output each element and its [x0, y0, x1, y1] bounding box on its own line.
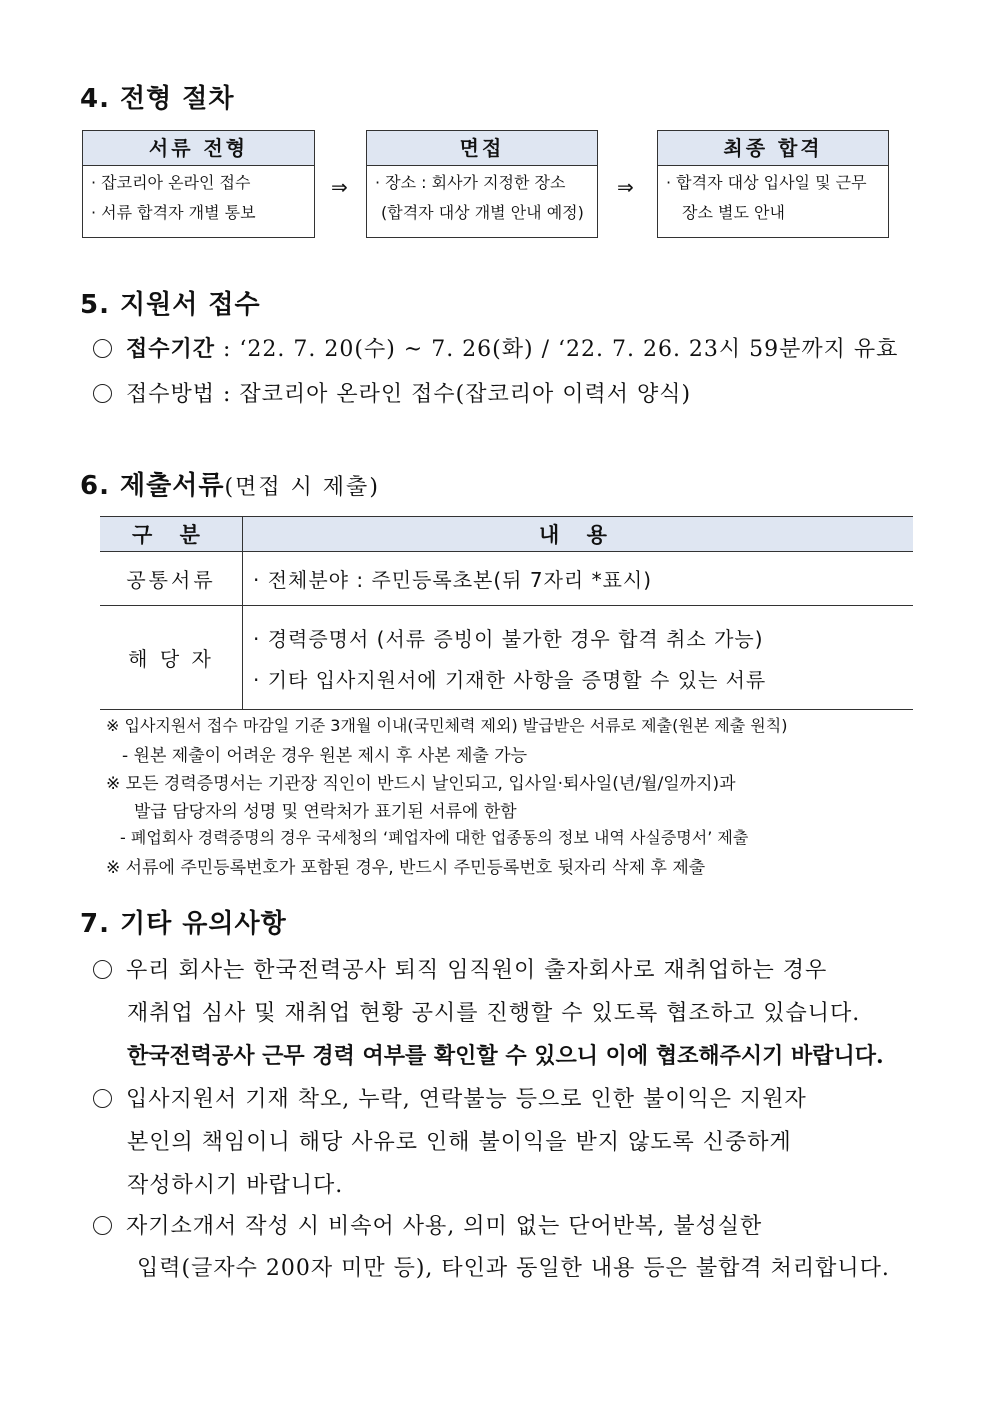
table-header: [100, 516, 913, 552]
process-step-document: [82, 130, 315, 238]
process-step-line: 장소 별도 안내: [682, 203, 785, 222]
process-step-line: · 합격자 대상 입사일 및 근무: [666, 173, 867, 192]
notice-line: 입력(글자수 200자 미만 등), 타인과 동일한 내용 등은 불합격 처리합니다.: [137, 1256, 890, 1281]
notice-line: 본인의 책임이니 해당 사유로 인해 불이익을 받지 않도록 신중하게: [127, 1130, 792, 1155]
notice-line: 자기소개서 작성 시 비속어 사용, 의미 없는 단어반복, 불성실한: [93, 1209, 762, 1240]
process-step-line: · 장소 : 회사가 지정한 장소: [375, 173, 566, 192]
process-step-title: 최종 합격: [658, 131, 888, 166]
circle-bullet-icon: [93, 384, 112, 403]
section-7-title: 7. 기타 유의사항: [80, 909, 287, 939]
header-category: 구 분: [100, 517, 243, 551]
circle-bullet-icon: [93, 960, 112, 979]
process-step-line: · 서류 합격자 개별 통보: [91, 203, 256, 222]
section-6-subtitle: (면접 시 제출): [224, 475, 380, 500]
row-item: · 전체분야 : 주민등록초본(뒤 7자리 *표시): [253, 568, 653, 592]
note-line: - 원본 제출이 어려운 경우 원본 제시 후 사본 제출 가능: [122, 746, 528, 766]
note-line: - 폐업회사 경력증명의 경우 국세청의 ‘폐업자에 대한 업종동의 정보 내역 사실증명서’ 제출: [120, 828, 749, 847]
note-line: ※ 입사지원서 접수 마감일 기준 3개월 이내(국민체력 제외) 발급받은 서류로 제출(원본 제출 원칙): [106, 716, 788, 735]
application-method: [93, 377, 691, 408]
row-item: · 경력증명서 (서류 증빙이 불가한 경우 합격 취소 가능): [253, 626, 764, 651]
method-value: : 잡코리아 온라인 접수(잡코리아 이력서 양식): [215, 382, 692, 407]
process-step-line: (합격자 대상 개별 안내 예정): [381, 203, 584, 222]
section-4-title: 4. 전형 절차: [80, 84, 235, 114]
process-step-title: 면접: [367, 131, 597, 166]
notice-line-emphasis: 한국전력공사 근무 경력 여부를 확인할 수 있으니 이에 협조해주시기 바랍니다.: [127, 1043, 884, 1069]
circle-bullet-icon: [93, 1089, 112, 1108]
notice-line: 우리 회사는 한국전력공사 퇴직 임직원이 출자회사로 재취업하는 경우: [93, 953, 827, 984]
row-category: 해 당 자: [128, 647, 214, 671]
table-row: [100, 606, 913, 710]
period-label: 접수기간: [126, 336, 216, 362]
header-content: 내 용: [539, 523, 617, 547]
circle-bullet-icon: [93, 1216, 112, 1235]
arrow-icon: ⇒: [617, 175, 634, 199]
note-line: ※ 모든 경력증명서는 기관장 직인이 반드시 날인되고, 입사일·퇴사일(년/월/일까지)과: [106, 774, 736, 794]
section-6-title-text: 6. 제출서류: [80, 471, 225, 501]
notice-line: 작성하시기 바랍니다.: [127, 1173, 344, 1198]
process-step-title: 서류 전형: [83, 131, 314, 166]
process-step-interview: [366, 130, 598, 238]
process-step-line: · 잡코리아 온라인 접수: [91, 173, 251, 192]
arrow-icon: ⇒: [331, 175, 348, 199]
note-line: 발급 담당자의 성명 및 연락처가 표기된 서류에 한함: [134, 802, 517, 822]
circle-bullet-icon: [93, 339, 112, 358]
table-row: [100, 552, 913, 606]
application-period: [93, 332, 898, 363]
process-step-final: [657, 130, 889, 238]
period-value: : ‘22. 7. 20(수) ~ 7. 26(화) / ‘22. 7. 26. 23시 59분까지 유효: [215, 337, 899, 362]
row-category: 공통서류: [126, 568, 216, 592]
method-label: 접수방법: [126, 382, 216, 407]
notice-line: 입사지원서 기재 착오, 누락, 연락불능 등으로 인한 불이익은 지원자: [93, 1082, 807, 1113]
section-5-title: 5. 지원서 접수: [80, 290, 261, 320]
section-6-title: [80, 465, 380, 502]
row-item: · 기타 입사지원서에 기재한 사항을 증명할 수 있는 서류: [253, 667, 767, 692]
note-line: ※ 서류에 주민등록번호가 포함된 경우, 반드시 주민등록번호 뒷자리 삭제 후 제출: [106, 858, 706, 878]
notice-line: 재취업 심사 및 재취업 현황 공시를 진행할 수 있도록 협조하고 있습니다.: [127, 1001, 861, 1026]
